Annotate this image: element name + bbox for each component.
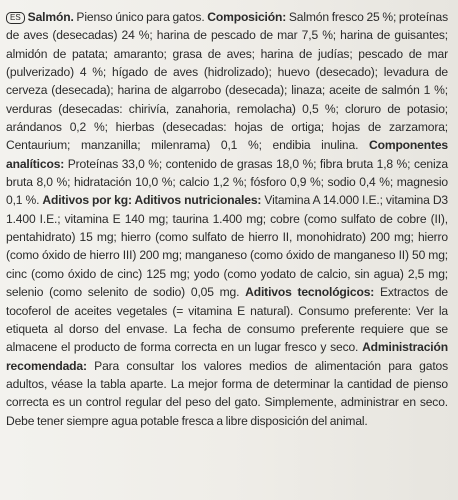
composition-text: Salmón fresco 25 %; proteínas de aves (desecadas) 24 %; harina de pescado de mar 7,5 %; harina de guisantes; almidón de patata; amaranto; grasa de aves; harina de judías; pescado de mar (pulverizado) 4 %; hígado de aves (hidrolizado); huevo (desecado); levadura de cerveza (desecada); harina de algarrobo (desecada); linaza; aceite de salmón 1 %; verduras (desecadas: chirivía, zanahoria, remolacha) 0,5 %; cloruro de potasio; arándanos 0,2 %; hierbas (desecadas: hojas de ortiga; hojas de zarzamora; Centaurium; manzanilla; milenrama) 0,1 %; endibia inulina. — [6, 10, 448, 153]
administration-text: Para consultar los valores medios de alimentación para gatos adultos, véase la tabla aparte. La mejor forma de determinar la cantidad de pienso correcta es un control regular del peso del gato. Simplemente, administrar en seco. Debe tener siempre agua potable fresca a libre disposición del animal. — [6, 358, 448, 428]
analytical-text: Proteínas 33,0 %; contenido de grasas 18,0 %; fibra bruta 1,8 %; ceniza bruta 8,0 %; hidratación 10,0 %; calcio 1,2 %; fósforo 0,9 %; sodio 0,4 %; magnesio 0,1 %. — [6, 156, 448, 208]
administration-heading: Administración recomendada: — [6, 340, 448, 373]
language-badge: ES — [6, 12, 25, 24]
product-name: Salmón. — [27, 10, 74, 24]
additives-text: Vitamina A 14.000 I.E.; vitamina D3 1.400 I.E.; vitamina E 140 mg; taurina 1.400 mg; cobre (como sulfato de cobre (II), pentahidrato) 15 mg; hierro (como sulfato de hierro II, monohidrato) 200 mg; hierro (como óxido de hierro III) 200 mg; manganeso (como óxido de manganeso II) 50 mg; cinc (como óxido de cinc) 125 mg; yodo (como yodato de calcio, sin agua) 2,5 mg; selenio (como selenito de sodio) 0,05 mg. — [6, 193, 448, 300]
composition-heading: Composición: — [207, 10, 287, 24]
analytical-heading: Componentes analíticos: — [6, 138, 448, 171]
technological-additives-heading: Aditivos tecnológicos: — [245, 285, 375, 300]
product-description: Pienso único para gatos. — [73, 10, 208, 24]
label-text — [6, 8, 448, 430]
additives-heading: Aditivos por kg: Aditivos nutricionales: — [42, 193, 262, 208]
technological-additives-text: Extractos de tocoferol de aceites vegetales (= vitamina E natural). Consumo preferente: Ver la etiqueta al dorso del envase. La fecha de consumo preferente requiere que se almacene el producto de forma correcta en un lugar fresco y seco. — [6, 285, 448, 355]
